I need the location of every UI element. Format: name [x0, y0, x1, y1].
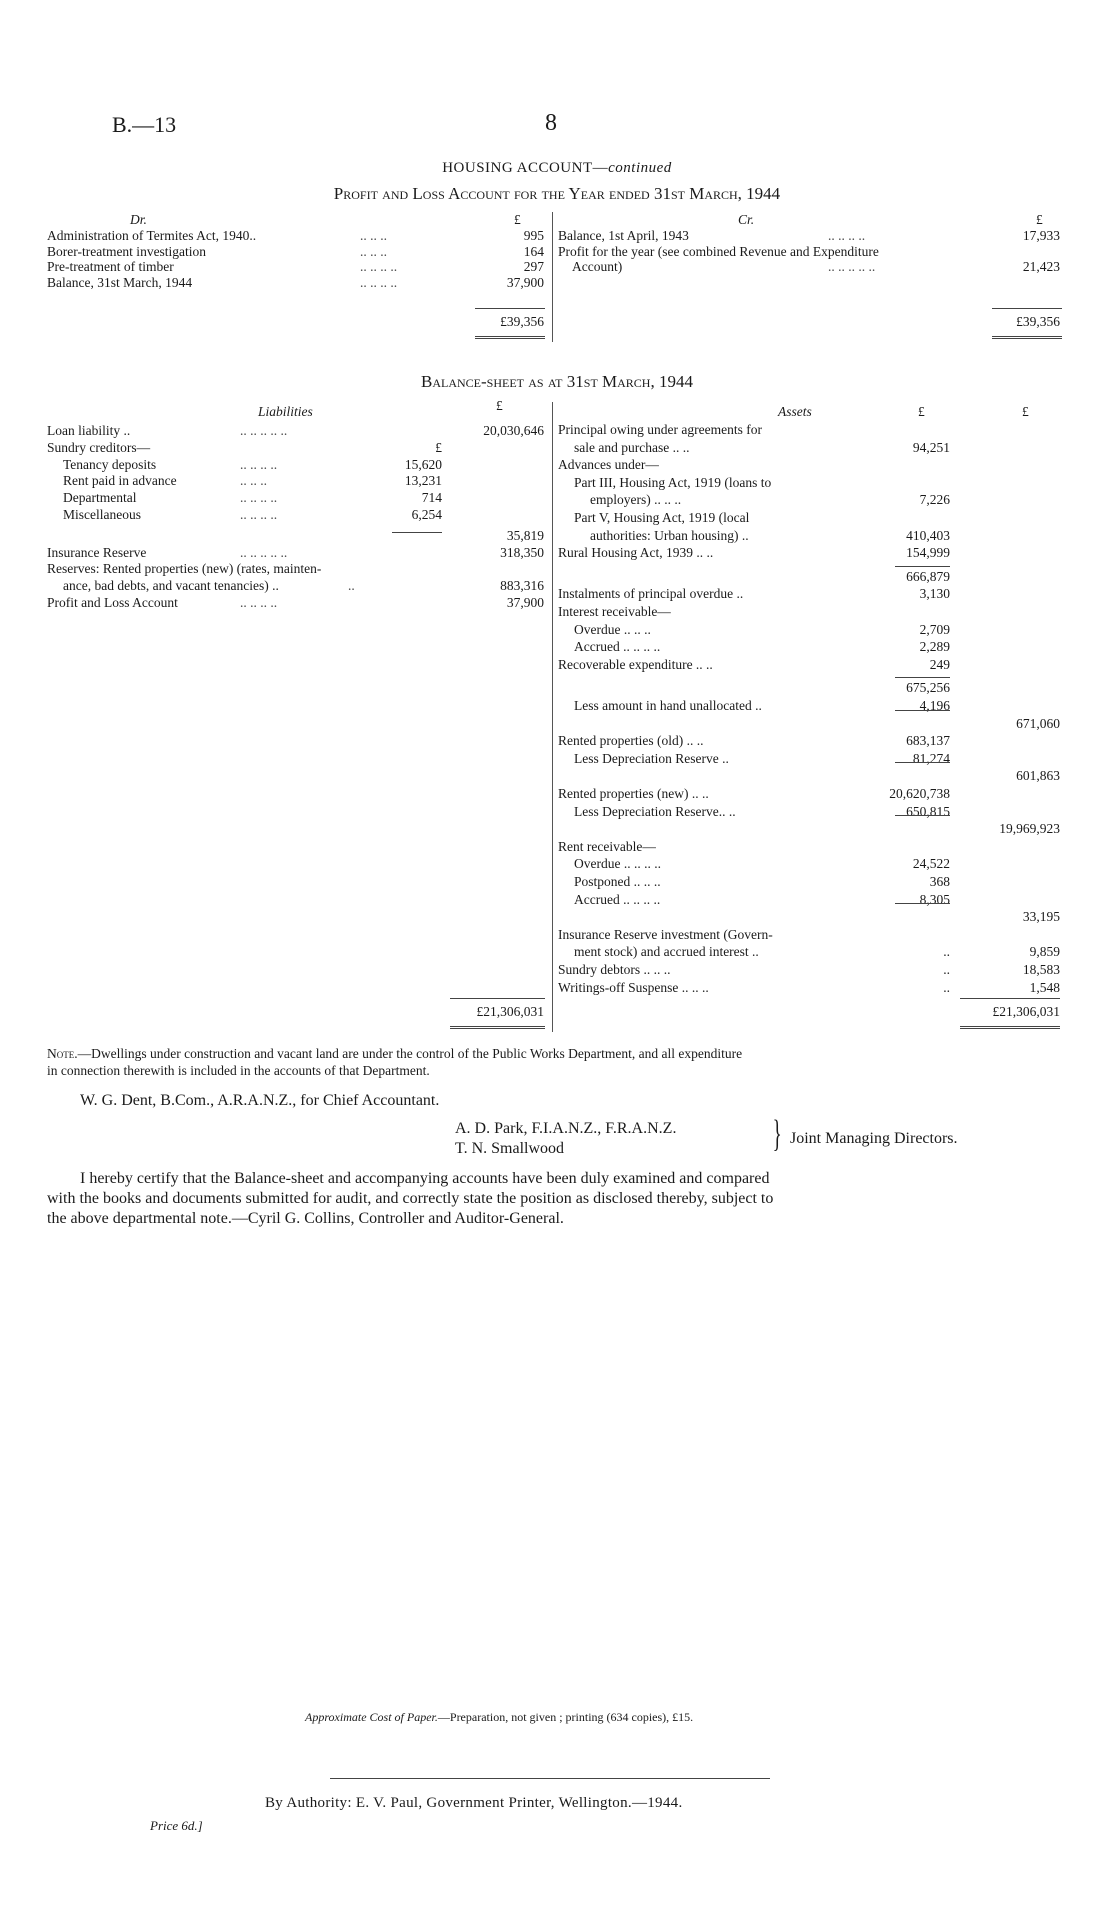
bs-asset-sub: 94,251	[912, 439, 950, 455]
bs-asset-label: Interest receivable—	[558, 604, 671, 619]
account-title	[0, 160, 1114, 177]
bs-asset-label: Less amount in hand unallocated ..	[574, 698, 762, 713]
pl-dr-label: Pre-treatment of timber	[47, 259, 174, 274]
bs-liabilities-total: £21,306,031	[476, 1004, 544, 1019]
director-1: A. D. Park, F.I.A.N.Z., F.R.A.N.Z.	[455, 1120, 677, 1137]
bs-divider	[552, 402, 553, 1032]
note-label: Note.	[47, 1046, 78, 1061]
bs-asset-value: 9,859	[1029, 944, 1060, 960]
pl-dr-value: 164	[523, 243, 544, 259]
account-title-main: HOUSING ACCOUNT—	[442, 160, 609, 176]
bs-asset-sub: ..	[943, 962, 950, 977]
pl-dr-currency: £	[514, 212, 521, 227]
note-line-1	[47, 1046, 742, 1062]
bs-asset-label: Writings-off Suspense .. .. ..	[558, 979, 709, 995]
bs-asset-value: 671,060	[1016, 715, 1060, 731]
printer-authority: By Authority: E. V. Paul, Government Printer, Wellington.—1944.	[265, 1795, 683, 1811]
bs-asset-label: Rented properties (old) .. ..	[558, 733, 704, 749]
bs-asset-label: Overdue .. .. ..	[574, 621, 651, 637]
pl-cr-total: £39,356	[1016, 314, 1060, 329]
bs-asset-label: ment stock) and accrued interest ..	[574, 944, 759, 960]
pl-dr-dots: .. .. ..	[360, 243, 387, 259]
bs-asset-label: Rented properties (new) .. ..	[558, 786, 709, 801]
bs-liability-sub: 714	[421, 490, 442, 506]
pl-cr-label: Cr.	[738, 212, 755, 227]
bs-asset-label: sale and purchase .. ..	[574, 439, 690, 455]
bs-liability-dots: .. .. .. .. ..	[240, 423, 288, 438]
pl-cr-value: 17,933	[1022, 228, 1060, 243]
bs-asset-sub: 249	[929, 656, 950, 672]
pl-dr-dots: .. .. .. ..	[360, 274, 398, 290]
bs-sundry-rule	[392, 532, 442, 533]
bs-liability-value: 883,316	[500, 578, 544, 594]
bs-liability-sub: 15,620	[404, 456, 442, 472]
bs-asset-sub: 8,305	[919, 891, 950, 907]
bs-asset-group-rule	[895, 710, 950, 711]
bs-asset-label: Recoverable expenditure .. ..	[558, 656, 713, 672]
bs-asset-sub: 666,879	[906, 568, 950, 584]
bs-asset-label: Overdue .. .. .. ..	[574, 856, 661, 872]
pl-title: Profit and Loss Account for the Year ended 31st March, 1944	[333, 184, 781, 203]
pl-cr-label: Profit for the year (see combined Revenue and Expenditure	[558, 243, 879, 259]
bs-asset-group-rule	[895, 903, 950, 904]
bs-liability-value: 35,819	[506, 527, 544, 543]
bs-asset-sub: 2,289	[919, 639, 950, 655]
bs-liability-dots: .. .. .. ..	[240, 507, 278, 522]
note-line-2: in connection therewith is included in the accounts of that Department.	[47, 1063, 430, 1078]
pl-dr-value: 297	[523, 259, 544, 274]
account-title-suffix: continued	[608, 160, 672, 176]
certificate-line-2: with the books and documents submitted for audit, and correctly state the position as disclosed thereby, subject to	[47, 1190, 774, 1207]
pl-divider	[552, 212, 553, 342]
bs-asset-subtotal-rule	[895, 566, 950, 567]
bs-asset-value: 1,548	[1029, 979, 1060, 995]
bs-liability-value: 20,030,646	[483, 423, 544, 438]
bs-liability-label: Miscellaneous	[63, 507, 141, 522]
pl-cr-currency: £	[1036, 212, 1043, 227]
bs-asset-group-rule	[895, 815, 950, 816]
bs-asset-label: Rural Housing Act, 1939 .. ..	[558, 545, 714, 561]
note-text: —Dwellings under construction and vacant land are under the control of the Public Works Department, and all expenditure	[77, 1046, 743, 1061]
pl-cr-dots: .. .. .. ..	[828, 228, 866, 243]
bs-asset-label: Accrued .. .. .. ..	[574, 639, 661, 655]
bs-asset-label: Instalments of principal overdue ..	[558, 586, 744, 602]
bs-asset-sub: ..	[943, 944, 950, 960]
bs-liab-total-rule	[450, 998, 545, 999]
pl-dr-dots: .. .. .. ..	[360, 259, 398, 274]
bs-liability-label: ance, bad debts, and vacant tenancies) ..	[63, 578, 279, 594]
bs-asset-label: Sundry debtors .. .. ..	[558, 962, 671, 977]
bs-asset-sub: 20,620,738	[889, 786, 950, 801]
bs-asset-label: Part III, Housing Act, 1919 (loans to	[574, 474, 772, 490]
certificate-line-1: I hereby certify that the Balance-sheet and accompanying accounts have been duly examined and compared	[80, 1170, 770, 1187]
pl-dr-label: Administration of Termites Act, 1940..	[47, 228, 257, 243]
bs-assets-sub-currency: £	[918, 404, 925, 419]
pl-cr-value: 21,423	[1022, 259, 1060, 274]
bs-asset-subtotal-rule	[895, 677, 950, 678]
pl-dr-label: Borer-treatment investigation	[47, 243, 207, 259]
bs-liability-label: Departmental	[63, 490, 137, 506]
bs-assets-double-rule	[960, 1026, 1060, 1029]
bs-asset-sub: 2,709	[919, 621, 950, 637]
bs-asset-sub: 154,999	[906, 545, 950, 561]
pl-dr-label: Balance, 31st March, 1944	[47, 274, 193, 290]
bs-liability-dots: ..	[348, 578, 355, 594]
bs-asset-label: Advances under—	[558, 457, 659, 473]
footer-rule	[330, 1778, 770, 1779]
pl-dr-value: 37,900	[506, 274, 544, 290]
bs-assets-label: Assets	[778, 404, 812, 419]
pl-cr-rule	[992, 308, 1062, 309]
bs-asset-value: 19,969,923	[999, 821, 1060, 837]
bs-asset-label: Less Depreciation Reserve ..	[574, 750, 729, 766]
pl-cr-label: Account)	[572, 259, 623, 274]
bs-liability-sub: 13,231	[404, 473, 442, 489]
cost-text: —Preparation, not given ; printing (634 copies), £15.	[437, 1710, 694, 1724]
pl-cr-label: Balance, 1st April, 1943	[558, 228, 689, 243]
bs-asset-label: Accrued .. .. .. ..	[574, 891, 661, 907]
bs-asset-sub: 81,274	[912, 750, 950, 766]
bs-liability-label: Reserves: Rented properties (new) (rates, mainten-	[47, 561, 322, 577]
bs-liability-dots: .. .. .. ..	[240, 490, 278, 506]
bs-asset-sub: ..	[943, 979, 950, 995]
bs-assets-total: £21,306,031	[992, 1004, 1060, 1019]
pl-dr-rule	[475, 308, 545, 309]
bs-liabilities-label: Liabilities	[258, 404, 313, 419]
bs-asset-sub: 650,815	[906, 803, 950, 819]
bs-asset-label: authorities: Urban housing) ..	[590, 527, 749, 543]
pl-cr-double-rule	[992, 336, 1062, 339]
bs-asset-label: Principal owing under agreements for	[558, 422, 762, 437]
bs-asset-label: Less Depreciation Reserve.. ..	[574, 803, 736, 819]
bs-liability-label: Profit and Loss Account	[47, 595, 178, 610]
bs-liabilities-currency: £	[496, 398, 503, 413]
bs-liability-sub: 6,254	[411, 507, 442, 522]
bs-liability-dots: .. .. .. ..	[240, 595, 278, 610]
bs-liability-dots: .. .. .. ..	[240, 456, 278, 472]
bs-asset-sub: 24,522	[912, 856, 950, 872]
pl-dr-label: Dr.	[130, 212, 147, 227]
bs-asset-sub: 368	[929, 874, 950, 889]
bs-liability-label: Insurance Reserve	[47, 544, 147, 560]
bs-asset-label: Rent receivable—	[558, 838, 656, 854]
pl-dr-total: £39,356	[500, 314, 544, 329]
cost-note	[305, 1710, 693, 1725]
pl-cr-dots: .. .. .. .. ..	[828, 259, 876, 274]
director-2: T. N. Smallwood	[455, 1140, 565, 1157]
pl-dr-double-rule	[475, 336, 545, 339]
price: Price 6d.]	[150, 1818, 203, 1833]
accountant-signature: W. G. Dent, B.Com., A.R.A.N.Z., for Chief Accountant.	[80, 1092, 440, 1109]
bs-asset-group-rule	[895, 762, 950, 763]
page-number: 8	[545, 110, 557, 136]
bs-liab-double-rule	[450, 1026, 545, 1029]
bs-liability-label: Rent paid in advance	[63, 473, 177, 489]
bs-title: Balance-sheet as at 31st March, 1944	[421, 372, 693, 391]
bs-asset-sub: 3,130	[919, 586, 950, 602]
bs-asset-value: 33,195	[1022, 909, 1060, 925]
doc-code: B.—13	[112, 112, 177, 137]
directors-role: Joint Managing Directors.	[790, 1130, 958, 1147]
bs-liability-sub: £	[435, 439, 442, 455]
bs-liability-dots: .. .. ..	[240, 473, 267, 489]
bs-asset-sub: 683,137	[906, 733, 950, 749]
bs-liability-dots: .. .. .. .. ..	[240, 544, 288, 560]
bs-asset-label: Postponed .. .. ..	[574, 874, 661, 889]
bs-assets-total-rule	[960, 998, 1060, 999]
pl-dr-value: 995	[523, 228, 544, 243]
bs-asset-value: 601,863	[1016, 768, 1060, 784]
bs-asset-sub: 4,196	[919, 698, 950, 713]
bs-asset-value: 18,583	[1022, 962, 1060, 977]
cost-label: Approximate Cost of Paper.	[305, 1710, 438, 1724]
bs-asset-sub: 675,256	[906, 680, 950, 696]
directors-brace: }	[772, 1113, 782, 1155]
bs-asset-label: Insurance Reserve investment (Govern-	[558, 926, 773, 942]
bs-asset-sub: 410,403	[906, 527, 950, 543]
bs-assets-currency: £	[1022, 404, 1029, 419]
pl-dr-dots: .. .. ..	[360, 228, 387, 243]
bs-liability-label: Tenancy deposits	[63, 456, 157, 472]
bs-liability-value: 37,900	[506, 595, 544, 610]
bs-liability-label: Sundry creditors—	[47, 439, 151, 455]
certificate-line-3: the above departmental note.—Cyril G. Collins, Controller and Auditor-General.	[47, 1210, 564, 1227]
bs-asset-label: employers) .. .. ..	[590, 492, 682, 508]
bs-asset-label: Part V, Housing Act, 1919 (local	[574, 510, 750, 525]
bs-asset-sub: 7,226	[919, 492, 950, 508]
bs-liability-value: 318,350	[500, 544, 544, 560]
bs-liability-label: Loan liability ..	[47, 423, 131, 438]
